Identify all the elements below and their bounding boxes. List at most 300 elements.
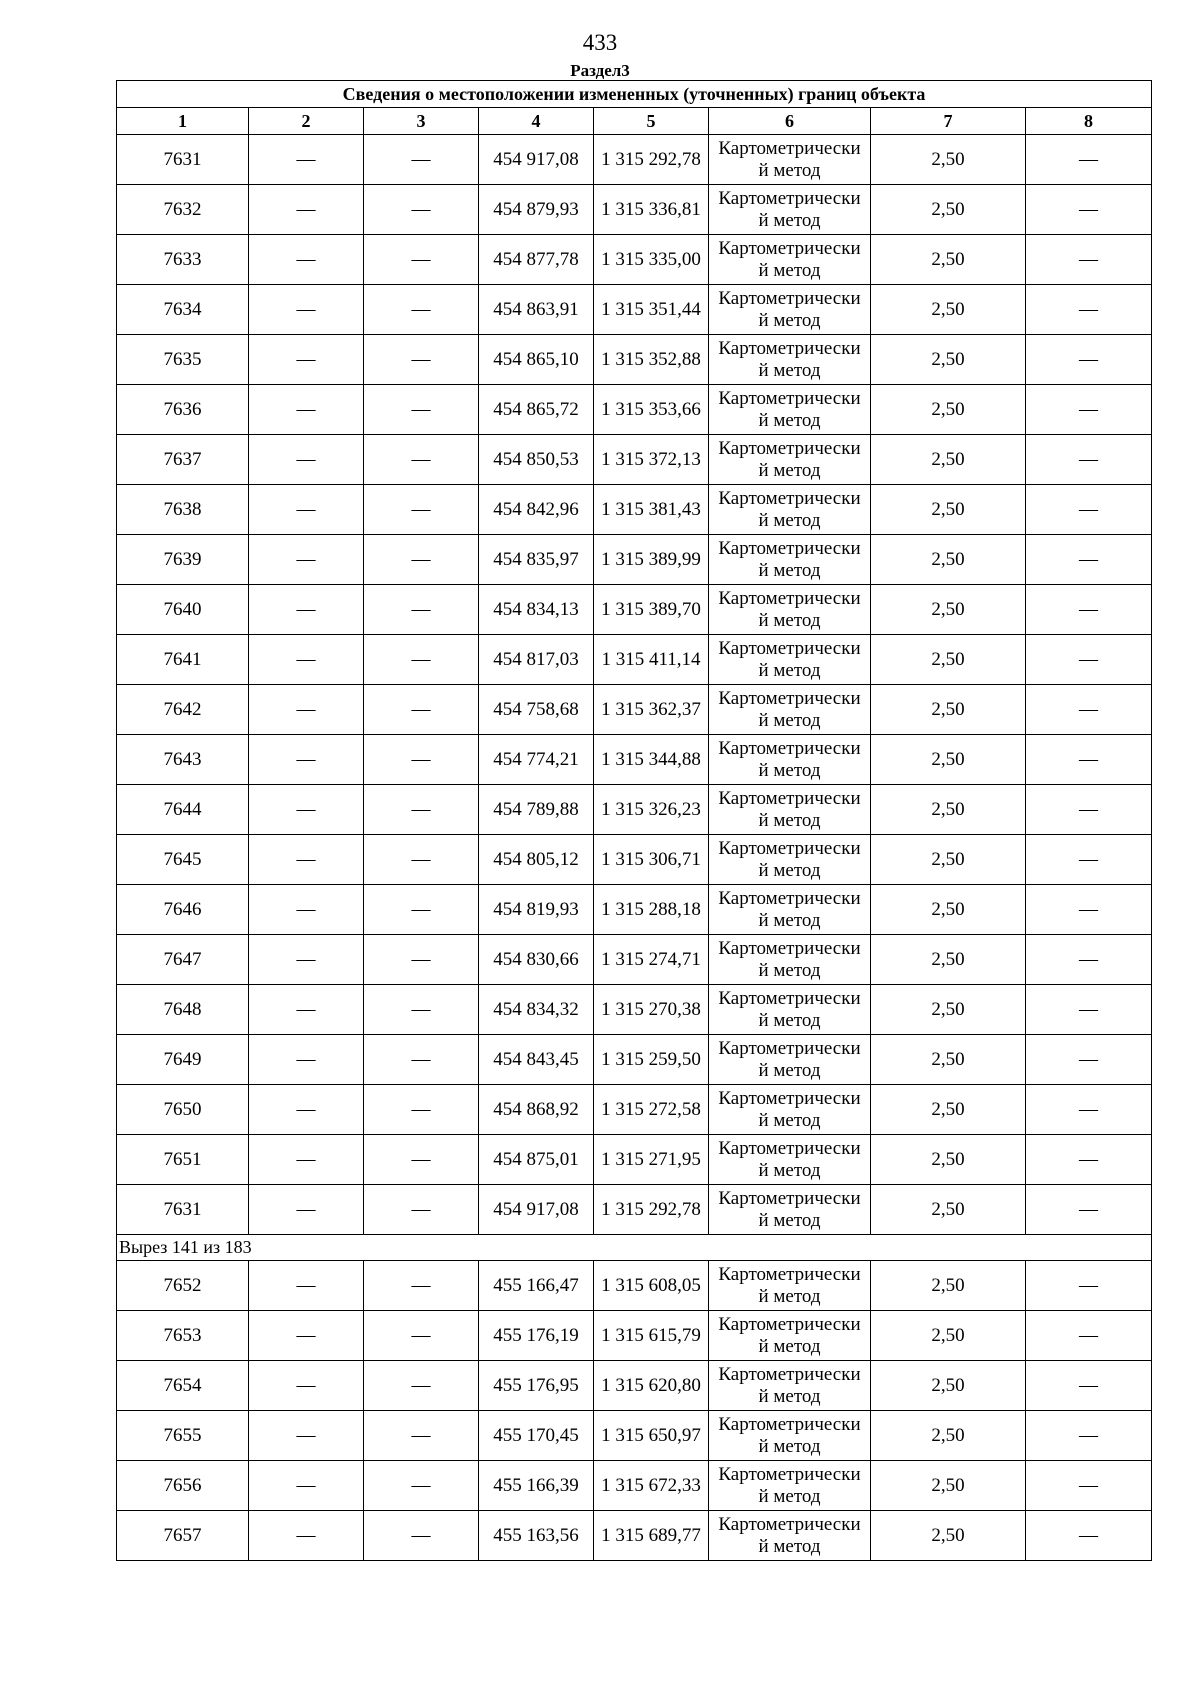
dash-cell: —	[249, 185, 364, 235]
dash-cell: —	[249, 285, 364, 335]
x-coordinate-cell: 454 834,13	[479, 585, 594, 635]
method-cell	[709, 185, 871, 235]
method-text-line-1: Картометрически	[718, 937, 861, 959]
point-number-cell: 7647	[117, 935, 249, 985]
x-coordinate-cell: 454 843,45	[479, 1035, 594, 1085]
page-number: 433	[582, 30, 618, 55]
dash-cell: —	[1026, 485, 1152, 535]
point-number-cell: 7634	[117, 285, 249, 335]
dash-cell: —	[364, 1135, 479, 1185]
dash-cell: —	[249, 1511, 364, 1561]
table-row	[117, 435, 1152, 485]
accuracy-cell: 2,50	[871, 735, 1026, 785]
method-text-line-2: й метод	[758, 959, 821, 981]
accuracy-cell: 2,50	[871, 385, 1026, 435]
boundary-coordinates-table	[116, 80, 1152, 1561]
method-cell	[709, 1035, 871, 1085]
method-text-line-2: й метод	[758, 359, 821, 381]
dash-cell: —	[249, 1085, 364, 1135]
dash-cell: —	[364, 1411, 479, 1461]
y-coordinate-cell: 1 315 620,80	[594, 1361, 709, 1411]
method-cell	[709, 1511, 871, 1561]
dash-cell: —	[249, 685, 364, 735]
method-text-line-2: й метод	[758, 1535, 821, 1557]
dash-cell: —	[364, 935, 479, 985]
dash-cell: —	[364, 1511, 479, 1561]
table-row	[117, 1411, 1152, 1461]
cutout-label: Вырез 141 из 183	[117, 1235, 1152, 1261]
method-cell	[709, 1361, 871, 1411]
accuracy-cell: 2,50	[871, 1511, 1026, 1561]
dash-cell: —	[249, 935, 364, 985]
column-header: 8	[1026, 108, 1152, 135]
method-text-line-2: й метод	[758, 759, 821, 781]
method-text-line-1: Картометрически	[718, 287, 861, 309]
accuracy-cell: 2,50	[871, 1035, 1026, 1085]
section-title: Раздел3	[570, 61, 630, 80]
column-header: 6	[709, 108, 871, 135]
method-cell	[709, 635, 871, 685]
method-cell	[709, 885, 871, 935]
dash-cell: —	[249, 1185, 364, 1235]
accuracy-cell: 2,50	[871, 485, 1026, 535]
y-coordinate-cell: 1 315 306,71	[594, 835, 709, 885]
method-cell	[709, 335, 871, 385]
x-coordinate-cell: 454 875,01	[479, 1135, 594, 1185]
point-number-cell: 7631	[117, 1185, 249, 1235]
point-number-cell: 7633	[117, 235, 249, 285]
method-text-line-1: Картометрически	[718, 537, 861, 559]
point-number-cell: 7636	[117, 385, 249, 435]
y-coordinate-cell: 1 315 351,44	[594, 285, 709, 335]
y-coordinate-cell: 1 315 272,58	[594, 1085, 709, 1135]
x-coordinate-cell: 455 176,95	[479, 1361, 594, 1411]
method-text-line-1: Картометрически	[718, 1187, 861, 1209]
table-row	[117, 1261, 1152, 1311]
table-row	[117, 1085, 1152, 1135]
method-cell	[709, 435, 871, 485]
dash-cell: —	[1026, 185, 1152, 235]
x-coordinate-cell: 454 879,93	[479, 185, 594, 235]
accuracy-cell: 2,50	[871, 985, 1026, 1035]
method-text-line-2: й метод	[758, 1109, 821, 1131]
dash-cell: —	[249, 885, 364, 935]
x-coordinate-cell: 455 163,56	[479, 1511, 594, 1561]
method-cell	[709, 135, 871, 185]
dash-cell: —	[1026, 1135, 1152, 1185]
dash-cell: —	[1026, 1411, 1152, 1461]
column-header-row	[117, 108, 1152, 135]
y-coordinate-cell: 1 315 274,71	[594, 935, 709, 985]
table-row	[117, 1461, 1152, 1511]
method-cell	[709, 385, 871, 435]
table-row	[117, 785, 1152, 835]
method-cell	[709, 1185, 871, 1235]
dash-cell: —	[1026, 385, 1152, 435]
dash-cell: —	[364, 835, 479, 885]
method-text-line-1: Картометрически	[718, 737, 861, 759]
method-text-line-1: Картометрически	[718, 137, 861, 159]
x-coordinate-cell: 454 789,88	[479, 785, 594, 835]
dash-cell: —	[1026, 285, 1152, 335]
point-number-cell: 7644	[117, 785, 249, 835]
x-coordinate-cell: 455 166,47	[479, 1261, 594, 1311]
table-row	[117, 485, 1152, 535]
cutout-label-row	[117, 1235, 1152, 1261]
dash-cell: —	[1026, 835, 1152, 885]
y-coordinate-cell: 1 315 411,14	[594, 635, 709, 685]
table-row	[117, 1361, 1152, 1411]
point-number-cell: 7642	[117, 685, 249, 735]
table-row	[117, 685, 1152, 735]
point-number-cell: 7635	[117, 335, 249, 385]
method-text-line-2: й метод	[758, 609, 821, 631]
accuracy-cell: 2,50	[871, 1461, 1026, 1511]
table-row	[117, 835, 1152, 885]
table-row	[117, 185, 1152, 235]
method-text-line-2: й метод	[758, 1485, 821, 1507]
method-text-line-1: Картометрически	[718, 187, 861, 209]
dash-cell: —	[364, 1261, 479, 1311]
y-coordinate-cell: 1 315 344,88	[594, 735, 709, 785]
accuracy-cell: 2,50	[871, 235, 1026, 285]
y-coordinate-cell: 1 315 335,00	[594, 235, 709, 285]
method-cell	[709, 285, 871, 335]
dash-cell: —	[249, 785, 364, 835]
dash-cell: —	[1026, 535, 1152, 585]
method-text-line-2: й метод	[758, 1009, 821, 1031]
method-text-line-2: й метод	[758, 1159, 821, 1181]
y-coordinate-cell: 1 315 353,66	[594, 385, 709, 435]
y-coordinate-cell: 1 315 270,38	[594, 985, 709, 1035]
method-text-line-1: Картометрически	[718, 587, 861, 609]
dash-cell: —	[364, 1361, 479, 1411]
column-header: 1	[117, 108, 249, 135]
dash-cell: —	[249, 385, 364, 435]
dash-cell: —	[249, 735, 364, 785]
accuracy-cell: 2,50	[871, 535, 1026, 585]
method-cell	[709, 1411, 871, 1461]
dash-cell: —	[364, 785, 479, 835]
point-number-cell: 7637	[117, 435, 249, 485]
y-coordinate-cell: 1 315 615,79	[594, 1311, 709, 1361]
dash-cell: —	[364, 585, 479, 635]
method-text-line-1: Картометрически	[718, 1037, 861, 1059]
table-row	[117, 1135, 1152, 1185]
method-cell	[709, 235, 871, 285]
accuracy-cell: 2,50	[871, 335, 1026, 385]
dash-cell: —	[364, 435, 479, 485]
method-cell	[709, 485, 871, 535]
dash-cell: —	[1026, 1185, 1152, 1235]
method-text-line-2: й метод	[758, 1385, 821, 1407]
point-number-cell: 7653	[117, 1311, 249, 1361]
column-header: 7	[871, 108, 1026, 135]
accuracy-cell: 2,50	[871, 685, 1026, 735]
point-number-cell: 7631	[117, 135, 249, 185]
dash-cell: —	[364, 985, 479, 1035]
dash-cell: —	[249, 135, 364, 185]
table-row	[117, 885, 1152, 935]
x-coordinate-cell: 454 835,97	[479, 535, 594, 585]
dash-cell: —	[249, 585, 364, 635]
method-text-line-2: й метод	[758, 1285, 821, 1307]
dash-cell: —	[1026, 1511, 1152, 1561]
dash-cell: —	[364, 1311, 479, 1361]
accuracy-cell: 2,50	[871, 1411, 1026, 1461]
dash-cell: —	[1026, 935, 1152, 985]
dash-cell: —	[1026, 235, 1152, 285]
dash-cell: —	[364, 1185, 479, 1235]
method-text-line-2: й метод	[758, 459, 821, 481]
dash-cell: —	[364, 235, 479, 285]
method-text-line-1: Картометрически	[718, 987, 861, 1009]
accuracy-cell: 2,50	[871, 435, 1026, 485]
dash-cell: —	[249, 1261, 364, 1311]
y-coordinate-cell: 1 315 292,78	[594, 135, 709, 185]
method-text-line-1: Картометрически	[718, 1463, 861, 1485]
method-text-line-2: й метод	[758, 1209, 821, 1231]
method-text-line-1: Картометрически	[718, 687, 861, 709]
method-text-line-1: Картометрически	[718, 1363, 861, 1385]
method-text-line-1: Картометрически	[718, 487, 861, 509]
accuracy-cell: 2,50	[871, 135, 1026, 185]
dash-cell: —	[249, 1461, 364, 1511]
dash-cell: —	[1026, 885, 1152, 935]
accuracy-cell: 2,50	[871, 1135, 1026, 1185]
accuracy-cell: 2,50	[871, 885, 1026, 935]
method-text-line-2: й метод	[758, 709, 821, 731]
dash-cell: —	[249, 485, 364, 535]
point-number-cell: 7648	[117, 985, 249, 1035]
method-text-line-1: Картометрически	[718, 837, 861, 859]
accuracy-cell: 2,50	[871, 585, 1026, 635]
dash-cell: —	[249, 835, 364, 885]
method-cell	[709, 785, 871, 835]
method-cell	[709, 1135, 871, 1185]
method-text-line-2: й метод	[758, 909, 821, 931]
x-coordinate-cell: 454 917,08	[479, 135, 594, 185]
dash-cell: —	[1026, 1261, 1152, 1311]
dash-cell: —	[364, 335, 479, 385]
method-text-line-2: й метод	[758, 159, 821, 181]
dash-cell: —	[249, 335, 364, 385]
method-cell	[709, 535, 871, 585]
y-coordinate-cell: 1 315 608,05	[594, 1261, 709, 1311]
x-coordinate-cell: 454 850,53	[479, 435, 594, 485]
table-row	[117, 1185, 1152, 1235]
point-number-cell: 7638	[117, 485, 249, 535]
y-coordinate-cell: 1 315 259,50	[594, 1035, 709, 1085]
dash-cell: —	[1026, 1461, 1152, 1511]
dash-cell: —	[249, 1411, 364, 1461]
table-caption: Сведения о местоположении измененных (уточненных) границ объекта	[117, 81, 1152, 108]
point-number-cell: 7656	[117, 1461, 249, 1511]
point-number-cell: 7639	[117, 535, 249, 585]
y-coordinate-cell: 1 315 271,95	[594, 1135, 709, 1185]
point-number-cell: 7654	[117, 1361, 249, 1411]
dash-cell: —	[1026, 1361, 1152, 1411]
x-coordinate-cell: 455 166,39	[479, 1461, 594, 1511]
method-text-line-2: й метод	[758, 1435, 821, 1457]
dash-cell: —	[364, 285, 479, 335]
point-number-cell: 7643	[117, 735, 249, 785]
method-text-line-1: Картометрически	[718, 1087, 861, 1109]
column-header: 3	[364, 108, 479, 135]
table-row	[117, 585, 1152, 635]
dash-cell: —	[249, 1311, 364, 1361]
accuracy-cell: 2,50	[871, 785, 1026, 835]
method-cell	[709, 985, 871, 1035]
method-cell	[709, 1085, 871, 1135]
point-number-cell: 7657	[117, 1511, 249, 1561]
method-text-line-1: Картометрически	[718, 237, 861, 259]
method-text-line-1: Картометрически	[718, 1513, 861, 1535]
dash-cell: —	[1026, 685, 1152, 735]
method-text-line-2: й метод	[758, 209, 821, 231]
point-number-cell: 7651	[117, 1135, 249, 1185]
method-text-line-2: й метод	[758, 559, 821, 581]
dash-cell: —	[1026, 435, 1152, 485]
point-number-cell: 7645	[117, 835, 249, 885]
table-row	[117, 1035, 1152, 1085]
x-coordinate-cell: 454 865,72	[479, 385, 594, 435]
dash-cell: —	[1026, 335, 1152, 385]
dash-cell: —	[364, 735, 479, 785]
dash-cell: —	[364, 635, 479, 685]
accuracy-cell: 2,50	[871, 1361, 1026, 1411]
x-coordinate-cell: 454 774,21	[479, 735, 594, 785]
table-row	[117, 235, 1152, 285]
x-coordinate-cell: 454 758,68	[479, 685, 594, 735]
method-cell	[709, 1311, 871, 1361]
method-text-line-1: Картометрически	[718, 637, 861, 659]
table-row	[117, 985, 1152, 1035]
y-coordinate-cell: 1 315 689,77	[594, 1511, 709, 1561]
accuracy-cell: 2,50	[871, 285, 1026, 335]
table-row	[117, 385, 1152, 435]
x-coordinate-cell: 455 170,45	[479, 1411, 594, 1461]
dash-cell: —	[364, 685, 479, 735]
dash-cell: —	[1026, 735, 1152, 785]
y-coordinate-cell: 1 315 288,18	[594, 885, 709, 935]
table-row	[117, 735, 1152, 785]
dash-cell: —	[364, 135, 479, 185]
y-coordinate-cell: 1 315 381,43	[594, 485, 709, 535]
y-coordinate-cell: 1 315 326,23	[594, 785, 709, 835]
table-body	[117, 135, 1152, 1561]
method-text-line-1: Картометрически	[718, 1413, 861, 1435]
dash-cell: —	[1026, 1035, 1152, 1085]
table-row	[117, 535, 1152, 585]
method-text-line-1: Картометрически	[718, 787, 861, 809]
dash-cell: —	[364, 1035, 479, 1085]
method-text-line-2: й метод	[758, 259, 821, 281]
method-text-line-1: Картометрически	[718, 887, 861, 909]
point-number-cell: 7649	[117, 1035, 249, 1085]
x-coordinate-cell: 455 176,19	[479, 1311, 594, 1361]
dash-cell: —	[1026, 585, 1152, 635]
dash-cell: —	[364, 385, 479, 435]
dash-cell: —	[249, 435, 364, 485]
dash-cell: —	[249, 635, 364, 685]
x-coordinate-cell: 454 830,66	[479, 935, 594, 985]
y-coordinate-cell: 1 315 650,97	[594, 1411, 709, 1461]
method-text-line-2: й метод	[758, 809, 821, 831]
table-row	[117, 285, 1152, 335]
dash-cell: —	[364, 185, 479, 235]
y-coordinate-cell: 1 315 362,37	[594, 685, 709, 735]
x-coordinate-cell: 454 865,10	[479, 335, 594, 385]
column-header: 5	[594, 108, 709, 135]
dash-cell: —	[249, 535, 364, 585]
dash-cell: —	[1026, 785, 1152, 835]
accuracy-cell: 2,50	[871, 185, 1026, 235]
dash-cell: —	[1026, 1311, 1152, 1361]
column-header: 4	[479, 108, 594, 135]
y-coordinate-cell: 1 315 336,81	[594, 185, 709, 235]
dash-cell: —	[364, 535, 479, 585]
dash-cell: —	[364, 1085, 479, 1135]
dash-cell: —	[1026, 635, 1152, 685]
y-coordinate-cell: 1 315 389,70	[594, 585, 709, 635]
method-text-line-1: Картометрически	[718, 337, 861, 359]
method-cell	[709, 735, 871, 785]
accuracy-cell: 2,50	[871, 1311, 1026, 1361]
column-header: 2	[249, 108, 364, 135]
x-coordinate-cell: 454 868,92	[479, 1085, 594, 1135]
x-coordinate-cell: 454 819,93	[479, 885, 594, 935]
method-text-line-1: Картометрически	[718, 1137, 861, 1159]
method-cell	[709, 835, 871, 885]
x-coordinate-cell: 454 817,03	[479, 635, 594, 685]
accuracy-cell: 2,50	[871, 1085, 1026, 1135]
method-cell	[709, 685, 871, 735]
table-row	[117, 135, 1152, 185]
method-text-line-2: й метод	[758, 509, 821, 531]
method-text-line-1: Картометрически	[718, 1313, 861, 1335]
y-coordinate-cell: 1 315 672,33	[594, 1461, 709, 1511]
accuracy-cell: 2,50	[871, 1185, 1026, 1235]
dash-cell: —	[249, 1035, 364, 1085]
dash-cell: —	[364, 885, 479, 935]
x-coordinate-cell: 454 842,96	[479, 485, 594, 535]
dash-cell: —	[364, 485, 479, 535]
accuracy-cell: 2,50	[871, 935, 1026, 985]
dash-cell: —	[249, 1135, 364, 1185]
method-text-line-2: й метод	[758, 859, 821, 881]
point-number-cell: 7650	[117, 1085, 249, 1135]
dash-cell: —	[249, 235, 364, 285]
x-coordinate-cell: 454 877,78	[479, 235, 594, 285]
table-row	[117, 935, 1152, 985]
y-coordinate-cell: 1 315 352,88	[594, 335, 709, 385]
method-text-line-1: Картометрически	[718, 387, 861, 409]
dash-cell: —	[1026, 1085, 1152, 1135]
method-text-line-2: й метод	[758, 309, 821, 331]
method-text-line-2: й метод	[758, 659, 821, 681]
y-coordinate-cell: 1 315 372,13	[594, 435, 709, 485]
method-cell	[709, 935, 871, 985]
dash-cell: —	[364, 1461, 479, 1511]
point-number-cell: 7655	[117, 1411, 249, 1461]
point-number-cell: 7632	[117, 185, 249, 235]
accuracy-cell: 2,50	[871, 835, 1026, 885]
accuracy-cell: 2,50	[871, 635, 1026, 685]
table-row	[117, 1311, 1152, 1361]
x-coordinate-cell: 454 834,32	[479, 985, 594, 1035]
method-text-line-1: Картометрически	[718, 437, 861, 459]
